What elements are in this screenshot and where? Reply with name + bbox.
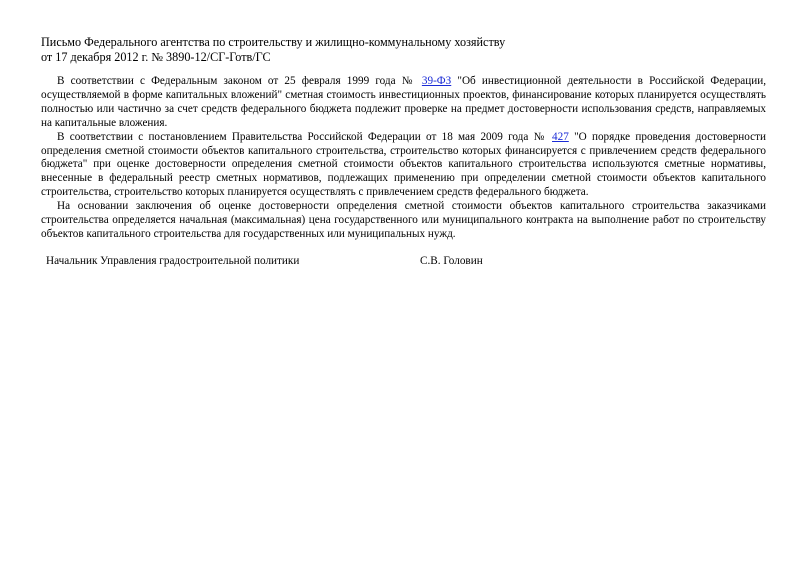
title-line-1: Письмо Федерального агентства по строительству и жилищно-коммунальному хозяйству <box>41 35 506 49</box>
resolution-427-link[interactable]: 427 <box>552 130 569 143</box>
signature-position: Начальник Управления градостроительной политики <box>46 255 300 267</box>
paragraph-1-text-before: В соответствии с Федеральным законом от 25 февраля 1999 года № <box>57 75 422 87</box>
paragraph-3: На основании заключения об оценке достоверности определения сметной стоимости объектов капитального строительства заказчиками строительства определяется начальная (максимальная) цена государственного или муниципального контракта на выполнение работ по строительству объектов капитального строительства для государственных или муниципальных нужд. <box>41 200 766 240</box>
paragraph-2 <box>41 131 766 201</box>
paragraph-2-text-before: В соответствии с постановлением Правительства Российской Федерации от 18 мая 2009 года № <box>57 130 553 143</box>
paragraph-1 <box>41 75 766 131</box>
document-body <box>41 75 766 242</box>
paragraph-2-text-after: "О порядке проведения достоверности определения сметной стоимости объектов капитального строительства, строительство которых финансируется с привлечением средств федерального бюджета" при оценке достоверности определения сметной стоимости объектов капитального строительства используются сметные нормативы, внесенные в федеральный реестр сметных нормативов, подлежащих применению при определении сметной стоимости объектов капитального строительства, строительство которых планируется осуществлять с привлечением средств федерального бюджета. <box>41 130 766 199</box>
title-line-2: от 17 декабря 2012 г. № 3890-12/СГ-Готв/ГС <box>41 50 271 64</box>
document-title <box>41 35 505 65</box>
law-39-fz-link[interactable]: 39-ФЗ <box>421 75 452 87</box>
paragraph-1-text-after: "Об инвестиционной деятельности в Российской Федерации, осуществляемой в форме капитальных вложений" сметная стоимость инвестиционных проектов, финансирование которых планируется осуществлять полностью или частично за счет средств федерального бюджета подлежит проверке на предмет достоверности использования средств, направляемых на капитальные вложения. <box>41 75 766 129</box>
signature-name: С.В. Головин <box>420 255 483 267</box>
